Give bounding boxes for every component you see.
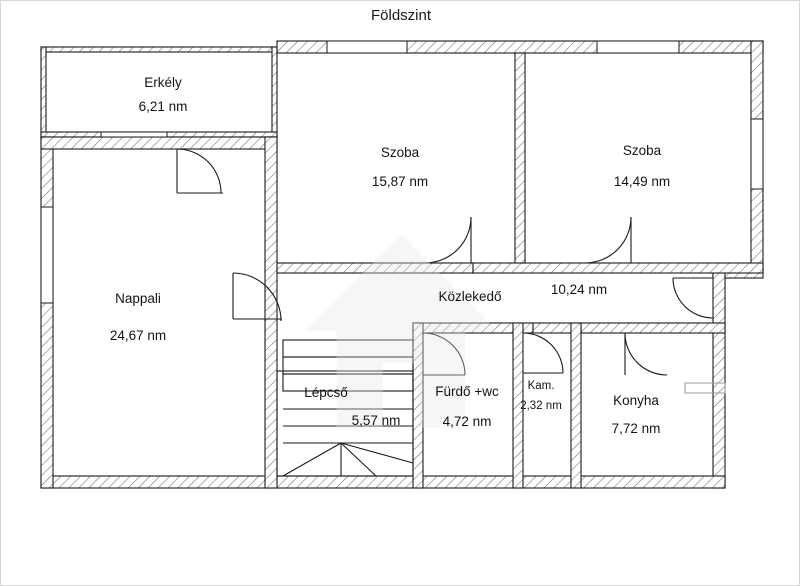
room-label-erkely-area: 6,21 nm [138,99,188,114]
room-label-furdo-name: Fürdő +wc [435,384,499,399]
room-label-szoba2-area: 14,49 nm [613,174,671,189]
room-label-szoba1-area: 15,87 nm [371,174,429,189]
room-label-konyha-area: 7,72 nm [611,421,661,436]
room-label-kamra-area: 2,32 nm [520,400,562,412]
room-label-kozlekedo-name: Közlekedő [438,289,502,304]
room-label-nappali-area: 24,67 nm [109,328,167,343]
room-label-nappali-name: Nappali [115,291,161,306]
room-label-szoba2-name: Szoba [622,143,662,158]
room-label-lepcso-area: 5,57 nm [351,413,401,428]
room-label-furdo-area: 4,72 nm [442,414,492,429]
page-title: Földszint [370,7,432,24]
room-label-lepcso-name: Lépcső [304,385,348,400]
room-label-kamra-name: Kam. [527,380,555,392]
room-label-kozlekedo-area: 10,24 nm [550,282,608,297]
room-label-erkely-name: Erkély [144,75,182,90]
room-label-szoba1-name: Szoba [380,145,420,160]
room-label-konyha-name: Konyha [613,393,659,408]
